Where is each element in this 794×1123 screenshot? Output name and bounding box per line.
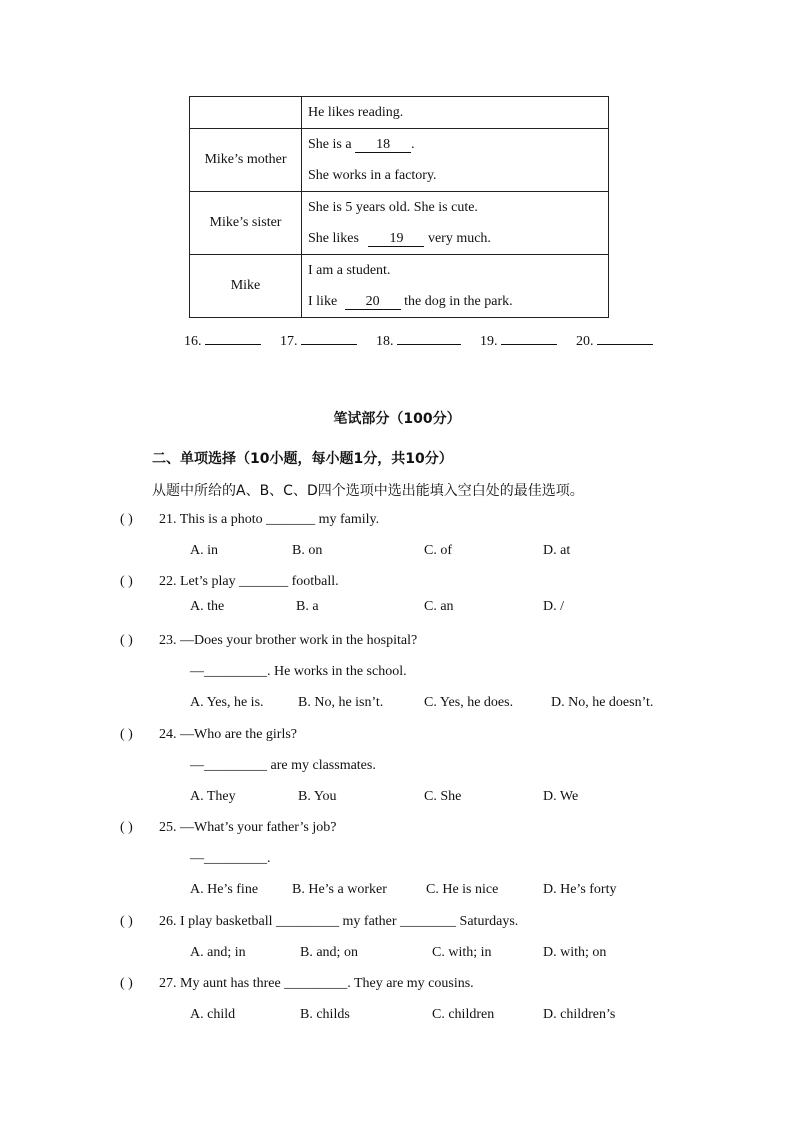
option-d[interactable]: D. children’s <box>543 1007 616 1022</box>
description-cell <box>302 255 609 318</box>
option-d[interactable]: D. with; on <box>543 945 607 960</box>
description-line: She is 5 years old. She is cute. <box>308 200 478 215</box>
table-row <box>190 129 609 192</box>
question-reply: —_________. <box>190 851 271 866</box>
question-stem: 25. —What’s your father’s job? <box>159 820 337 835</box>
description-cell <box>302 129 609 192</box>
question-stem: 23. —Does your brother work in the hospital? <box>159 633 418 648</box>
answer-paren[interactable]: ( ) <box>120 976 133 991</box>
blank-18: 18 <box>355 137 411 153</box>
option-b[interactable]: B. No, he isn’t. <box>298 695 384 710</box>
answer-paren[interactable]: ( ) <box>120 574 133 589</box>
description-line: I am a student. <box>308 263 391 278</box>
answer-paren[interactable]: ( ) <box>120 633 133 648</box>
answer-blank-17[interactable]: 17. <box>280 332 357 350</box>
option-d[interactable]: D. He’s forty <box>543 882 617 897</box>
option-c[interactable]: C. with; in <box>432 945 492 960</box>
option-c[interactable]: C. Yes, he does. <box>424 695 514 710</box>
person-cell: Mike’s mother <box>190 129 302 192</box>
person-cell <box>190 97 302 129</box>
description-line: She is a 18 . <box>308 137 415 152</box>
option-d[interactable]: D. We <box>543 789 579 804</box>
option-a[interactable]: A. the <box>190 599 225 614</box>
option-d[interactable]: D. No, he doesn’t. <box>551 695 654 710</box>
answer-blank-16[interactable]: 16. <box>184 332 261 350</box>
blank-20: 20 <box>345 294 401 310</box>
option-b[interactable]: B. childs <box>300 1007 350 1022</box>
answer-paren[interactable]: ( ) <box>120 727 133 742</box>
description-line: She works in a factory. <box>308 168 437 183</box>
table-row <box>190 192 609 255</box>
answer-paren[interactable]: ( ) <box>120 512 133 527</box>
option-b[interactable]: B. He’s a worker <box>292 882 387 897</box>
description-cell <box>302 97 609 129</box>
option-c[interactable]: C. of <box>424 543 452 558</box>
table-row <box>190 97 609 129</box>
option-d[interactable]: D. at <box>543 543 571 558</box>
question-reply: —_________ are my classmates. <box>190 758 376 773</box>
option-c[interactable]: C. She <box>424 789 462 804</box>
answer-blank-20[interactable]: 20. <box>576 332 653 350</box>
option-a[interactable]: A. He’s fine <box>190 882 259 897</box>
option-c[interactable]: C. He is nice <box>426 882 499 897</box>
option-a[interactable]: A. They <box>190 789 236 804</box>
blank-19: 19 <box>368 231 424 247</box>
description-line: She likes 19 very much. <box>308 231 491 246</box>
question-stem: 22. Let’s play _______ football. <box>159 574 339 589</box>
option-d[interactable]: D. / <box>543 599 564 614</box>
description-line: He likes reading. <box>308 105 404 120</box>
option-b[interactable]: B. on <box>292 543 323 558</box>
option-b[interactable]: B. You <box>298 789 337 804</box>
answer-paren[interactable]: ( ) <box>120 820 133 835</box>
option-c[interactable]: C. children <box>432 1007 495 1022</box>
question-stem: 21. This is a photo _______ my family. <box>159 512 380 527</box>
table-row <box>190 255 609 318</box>
question-reply: —_________. He works in the school. <box>190 664 407 679</box>
option-a[interactable]: A. child <box>190 1007 236 1022</box>
description-line: I like 20 the dog in the park. <box>308 294 513 309</box>
option-a[interactable]: A. Yes, he is. <box>190 695 264 710</box>
section-title: 笔试部分（100分） <box>333 411 461 427</box>
option-a[interactable]: A. and; in <box>190 945 246 960</box>
option-b[interactable]: B. a <box>296 599 319 614</box>
description-cell <box>302 192 609 255</box>
person-cell: Mike <box>190 255 302 318</box>
option-c[interactable]: C. an <box>424 599 454 614</box>
instruction: 从题中所给的A、B、C、D四个选项中选出能填入空白处的最佳选项。 <box>152 483 584 499</box>
question-stem: 26. I play basketball _________ my father ________ Saturdays. <box>159 914 519 929</box>
person-cell: Mike’s sister <box>190 192 302 255</box>
answer-blank-19[interactable]: 19. <box>480 332 557 350</box>
question-stem: 27. My aunt has three _________. They are my cousins. <box>159 976 474 991</box>
option-b[interactable]: B. and; on <box>300 945 358 960</box>
info-table <box>189 96 609 318</box>
answer-blank-18[interactable]: 18. <box>376 332 461 350</box>
question-stem: 24. —Who are the girls? <box>159 727 298 742</box>
answer-paren[interactable]: ( ) <box>120 914 133 929</box>
option-a[interactable]: A. in <box>190 543 218 558</box>
part-heading: 二、单项选择（10小题，每小题1分，共10分） <box>152 451 453 467</box>
